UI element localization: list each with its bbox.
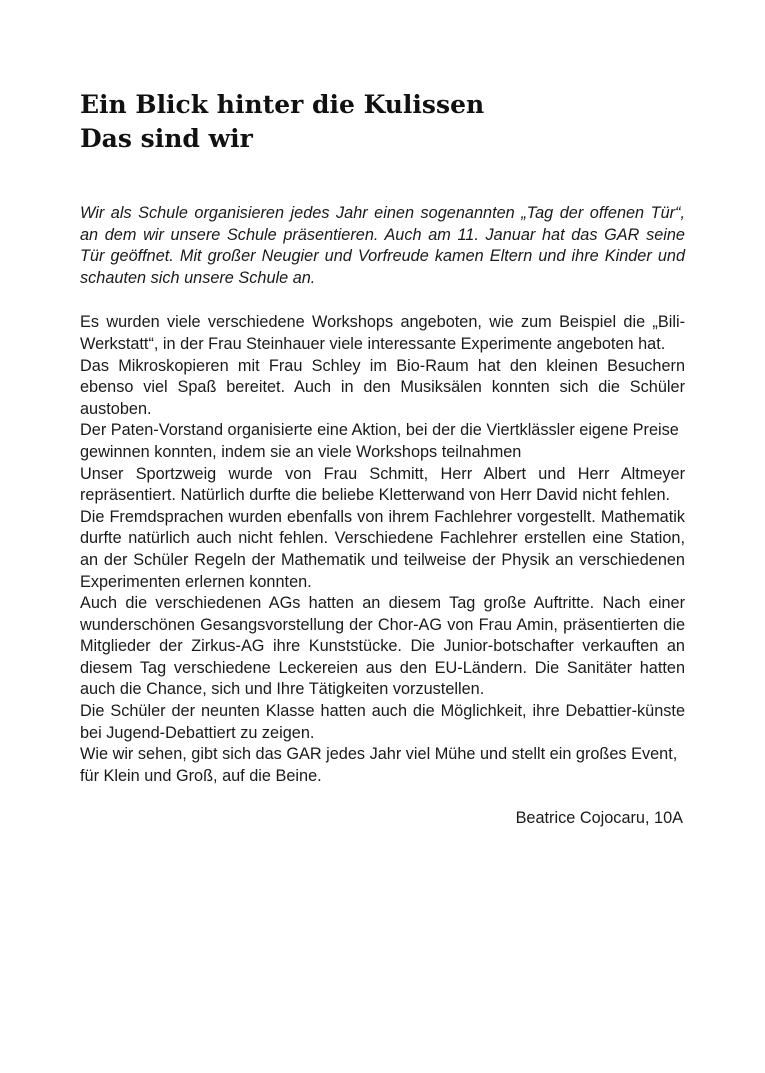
body-paragraph: Auch die verschiedenen AGs hatten an diesem Tag große Auftritte. Nach einer wunderschönen Gesangsvorstellung der Chor-AG von Frau Amin, präsentierten die Mitglieder der Zirkus-AG ihre Kunststücke. Die Junior-botschafter verkauften an diesem Tag verschiedene Leckereien aus den EU-Ländern. Die Sanitäter hatten auch die Chance, sich und Ihre Tätigkeiten vorzustellen. (80, 594, 685, 699)
body-paragraph: Die Fremdsprachen wurden ebenfalls von ihrem Fachlehrer vorgestellt. Mathematik durfte natürlich auch nicht fehlen. Verschiedene Fachlehrer erstellen eine Station, an der Schüler Regeln der Mathematik und teilweise der Physik an verschiedenen Experimenten erlernen konnten. (80, 507, 685, 591)
body-paragraph: Wie wir sehen, gibt sich das GAR jedes Jahr viel Mühe und stellt ein großes Event, für Klein und Groß, auf die Beine. (80, 745, 678, 785)
body-paragraph: Der Paten-Vorstand organisierte eine Aktion, bei der die Viertklässler eigene Preise gewinnen konnten, indem sie an viele Workshops teilnahmen (80, 421, 679, 461)
body-paragraph: Es wurden viele verschiedene Workshops angeboten, wie zum Beispiel die „Bili-Werkstatt“, in der Frau Steinhauer viele interessante Experimente angeboten hat. (80, 313, 685, 353)
body-paragraph: Unser Sportzweig wurde von Frau Schmitt, Herr Albert und Herr Altmeyer repräsentiert. Natürlich durfte die beliebe Kletterwand von Herr David nicht fehlen. (80, 464, 685, 505)
article-intro: Wir als Schule organisieren jedes Jahr einen sogenannten „Tag der offenen Tür“, an dem wir unsere Schule präsentieren. Auch am 11. Januar hat das GAR seine Tür geöffnet. Mit großer Neugier und Vorfreude kamen Eltern und ihre Kinder und schauten sich unsere Schule an. (80, 204, 685, 287)
article-author: Beatrice Cojocaru, 10A (515, 809, 683, 828)
body-paragraph: Das Mikroskopieren mit Frau Schley im Bio-Raum hat den kleinen Besuchern ebenso viel Spaß bereitet. Auch in den Musiksälen konnten sich die Schüler austoben. (80, 356, 685, 418)
article-title-line-1: Ein Blick hinter die Kulissen (80, 90, 485, 119)
article-body (80, 312, 685, 787)
article-title (80, 88, 685, 156)
body-paragraph: Die Schüler der neunten Klasse hatten auch die Möglichkeit, ihre Debattier-künste bei Jugend-Debattiert zu zeigen. (80, 702, 685, 742)
article-title-line-2: Das sind wir (80, 124, 253, 153)
article (80, 88, 685, 830)
